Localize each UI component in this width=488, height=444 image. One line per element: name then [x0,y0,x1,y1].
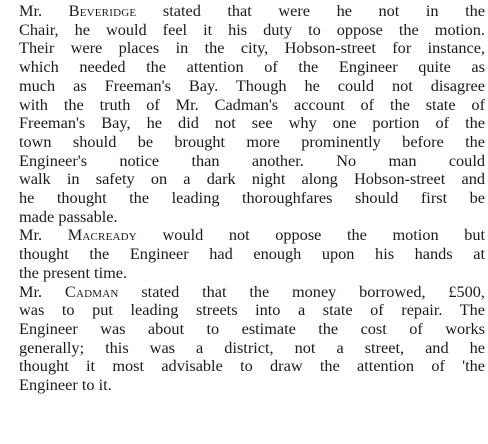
text-line: much as Freeman's Bay. Though he could not disagree [19,75,485,95]
text-line: thought it most advisable to draw the attention of 'the [19,356,485,376]
text-line [3,2,485,21]
text-line: Engineer to it. [19,375,112,395]
speaker-name: Cadman [64,281,119,301]
text-line: made passable. [19,206,118,226]
text-line: Freeman's Bay, he did not see why one portion of the [19,113,485,133]
text-line [3,226,485,245]
text-line: was to put leading streets into a state of repair. The [19,300,485,320]
text-line: which needed the attention of the Engineer quite as [19,57,485,77]
text-line: Their were places in the city, Hobson-street for instance, [19,38,485,58]
text-line [3,283,485,302]
text-line: with the truth of Mr. Cadman's account of the state of [19,94,485,114]
speaker-name: Macready [67,225,137,245]
text-line: generally; this was a district, not a street, and he [19,337,485,357]
line-text: stated that the money borrowed, £500, [141,281,486,301]
text-line: thought the Engineer had enough upon his hands at [19,244,485,264]
text-line: he thought the leading thoroughfares should first be [19,188,485,208]
text-line: the present time. [19,262,128,282]
paragraph-cadman [3,283,485,395]
text-line: Engineer's notice than another. No man could [19,150,485,170]
paragraph-beveridge [3,2,485,226]
speaker-title: Mr. [19,225,43,245]
speaker-name: Beveridge [68,1,137,20]
text-line: walk in safety on a dark night along Hobson-street and [19,169,485,189]
newspaper-column [3,2,485,442]
speaker-title: Mr. [19,1,43,20]
text-line: Chair, he would feel it his duty to oppose the motion. [19,19,485,39]
text-line: town should be brought more prominently before the [19,131,485,151]
speaker-title: Mr. [19,281,43,301]
line-text: stated that were he not in the [162,1,485,20]
paragraph-macready [3,226,485,282]
line-text: would not oppose the motion but [162,225,486,245]
text-line: Engineer was about to estimate the cost of works [19,318,485,338]
